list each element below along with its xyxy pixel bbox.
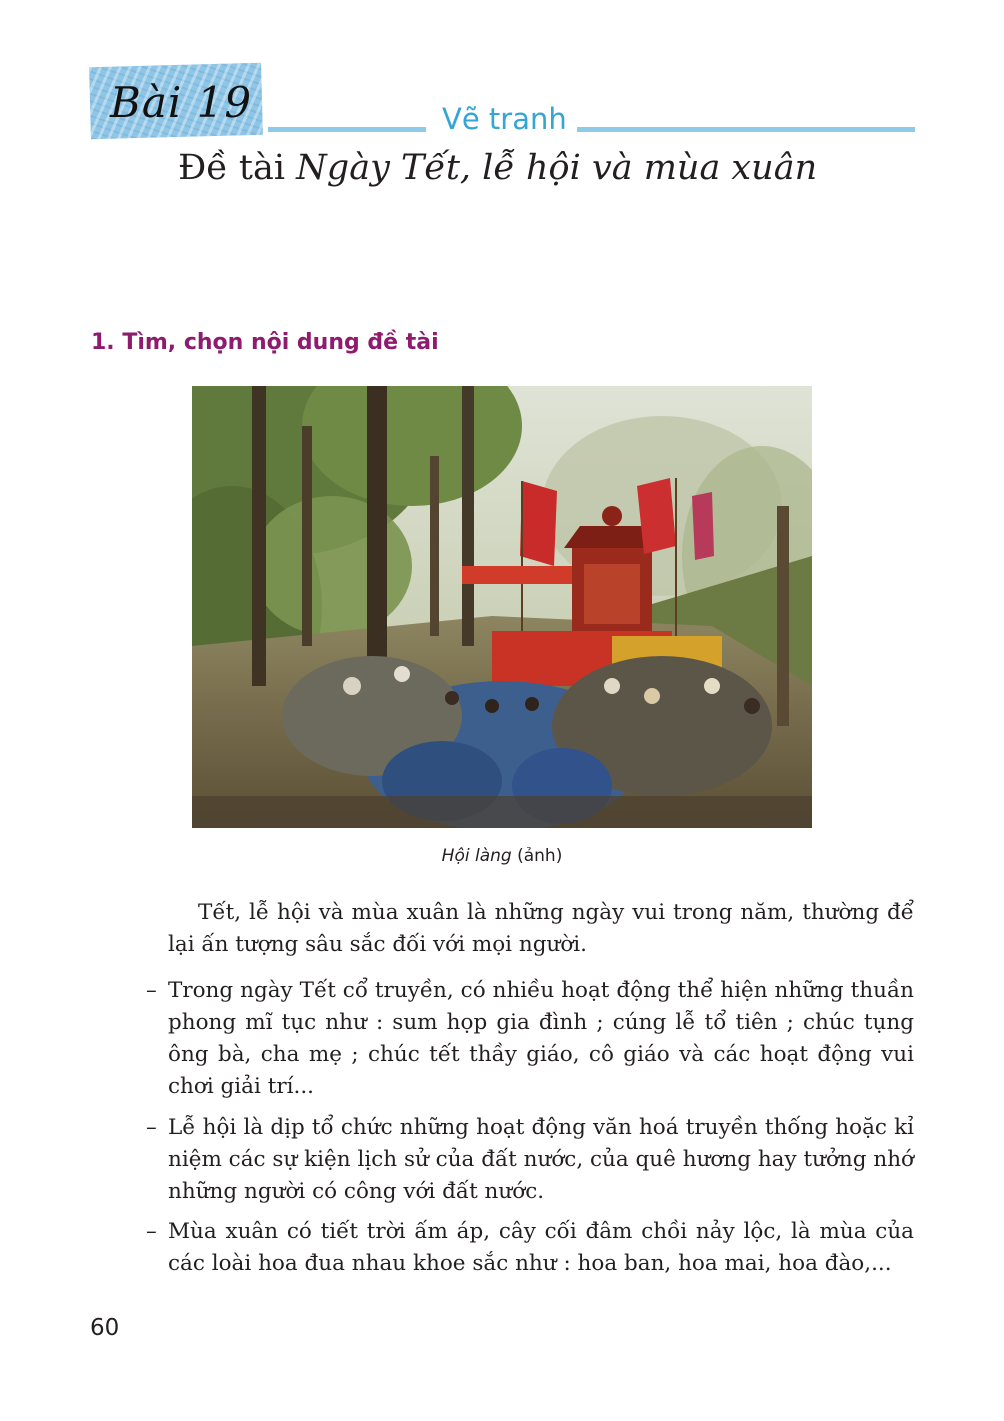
title-prefix: Đề tài — [178, 148, 297, 188]
intro-paragraph: Tết, lễ hội và mùa xuân là những ngày vui trong năm, thường để lại ấn tượng sâu sắc đối với mọi người. — [168, 900, 914, 957]
bullet-item-tet: Trong ngày Tết cổ truyền, có nhiều hoạt động thể hiện những thuần phong mĩ tục như : sum họp gia đình ; cúng lễ tổ tiên ; chúc tụng ông bà, cha mẹ ; chúc tết thầy giáo, cô giáo và các hoạt động vui chơi giải trí... — [168, 978, 914, 1099]
festival-photo — [192, 386, 812, 828]
lesson-title — [178, 148, 817, 188]
header-rule-left — [268, 127, 426, 132]
caption-title: Hội làng — [441, 846, 512, 866]
bullet-marker: – — [146, 1219, 157, 1244]
bullet-marker: – — [146, 978, 157, 1003]
section-heading: 1. Tìm, chọn nội dung đề tài — [91, 330, 439, 355]
title-topic: Ngày Tết, lễ hội và mùa xuân — [296, 148, 818, 188]
bullet-item-le-hoi: Lễ hội là dịp tổ chức những hoạt động văn hoá truyền thống hoặc kỉ niệm các sự kiện lịch sử của đất nước, của quê hương hay tưởng nhớ những người có công với đất nước. — [168, 1115, 914, 1204]
caption-note: (ảnh) — [511, 846, 563, 866]
page-number: 60 — [90, 1315, 120, 1341]
photo-caption — [0, 846, 1004, 866]
subject-label: Vẽ tranh — [442, 102, 567, 136]
bullet-item-mua-xuan: Mùa xuân có tiết trời ấm áp, cây cối đâm chồi nảy lộc, là mùa của các loài hoa đua nhau khoe sắc như : hoa ban, hoa mai, hoa đào,... — [168, 1219, 914, 1276]
lesson-label: Bài 19 — [110, 78, 253, 127]
bullet-marker: – — [146, 1115, 157, 1140]
header-rule-right — [577, 127, 915, 132]
